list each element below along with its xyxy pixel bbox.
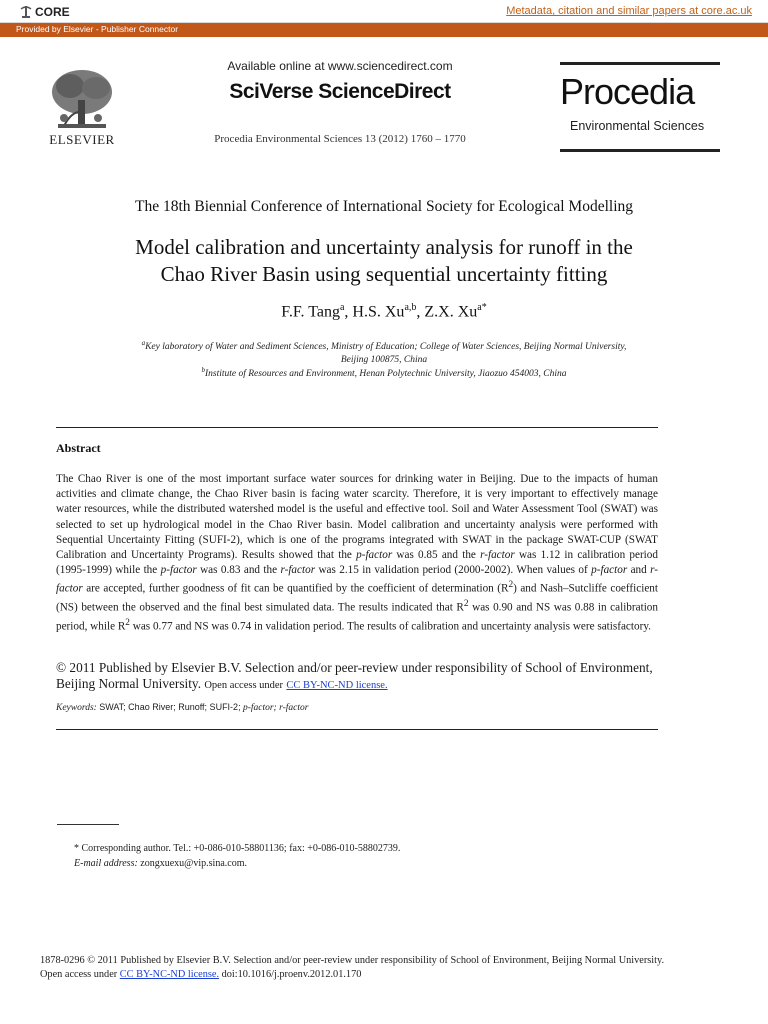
abstract-text: The Chao River is one of the most important surface water sources for drinking water in Beijing. Due to the impacts of human activities and climate change, the Chao River basin is facing water scarcity. Therefore, it is very important to effectively manage water resources, while the distributed watershed model is the useful and effective tool. Soil and Water Assessment Tool (SWAT) was selected to set up hydrological model in the Chao River basin. Model calibration and uncertainty analysis were performed with Sequential Uncertainty Fitting (SUFI-2), which is one of the programs integrated with SWAT in the package SWAT-CUP (SWAT Calibration and Uncertainty Programs). Results showed that the [56, 473, 658, 562]
abstract-top-rule [56, 427, 658, 428]
sciverse-logo: SciVerse ScienceDirect [229, 80, 451, 103]
email-label: E-mail address: [74, 858, 138, 869]
abstract-text: was 1.12 in calibration period (1995-1999) while the [56, 549, 658, 577]
keywords-list-italic: p-factor; r-factor [242, 703, 309, 713]
abstract-text: and [627, 564, 651, 577]
abstract-term: p-factor [591, 564, 628, 577]
available-online-text: Available online at www.sciencedirect.com [227, 59, 453, 73]
affiliation-b [0, 364, 768, 381]
abstract-text: was 0.83 and the [196, 564, 281, 577]
email-address: zongxuexu@vip.sina.com. [140, 858, 247, 869]
affiliation-a [0, 337, 768, 367]
affiliation-sup: b [201, 366, 205, 374]
abstract-bottom-rule [56, 729, 658, 730]
title-line-2: Chao River Basin using sequential uncertainty fitting [160, 262, 608, 286]
affiliation-b-text: Institute of Resources and Environment, Henan Polytechnic University, Jiaozuo 454003, China [204, 369, 567, 380]
elsevier-wordmark: ELSEVIER [49, 132, 115, 147]
core-icon [20, 5, 32, 19]
author-name: F.F. Tang [281, 303, 340, 321]
keywords [56, 702, 658, 713]
abstract-body [56, 472, 658, 635]
provided-by-bar [0, 23, 768, 37]
procedia-subtitle: Environmental Sciences [570, 119, 705, 133]
abstract-term: p-factor [160, 564, 197, 577]
doi: doi:10.1016/j.proenv.2012.01.170 [221, 969, 362, 980]
abstract-term: p-factor [356, 549, 393, 562]
paper-title [0, 234, 768, 288]
issn-copyright-line: 1878-0296 © 2011 Published by Elsevier B.V. Selection and/or peer-review under responsibility of School of Environment, Beijing Normal University. [40, 955, 665, 966]
affiliation-a-line2: Beijing 100875, China [340, 355, 428, 366]
abstract-term: r-factor [56, 564, 658, 596]
core-metadata-link[interactable]: Metadata, citation and similar papers at core.ac.uk [506, 5, 752, 17]
procedia-title: Procedia [560, 71, 695, 112]
author-affil-sup: a,b [404, 302, 417, 313]
footnote-rule [57, 824, 119, 825]
abstract-text: are accepted, further goodness of fit can be quantified by the coefficient of determination (R [82, 583, 509, 596]
copyright-text: © 2011 Published by Elsevier B.V. Selection and/or peer-review under responsibility of School of Environment, Beijing Normal University. [56, 660, 653, 691]
open-access-prefix: Open access under [40, 969, 118, 980]
keywords-label: Keywords: [56, 703, 97, 713]
abstract-text: was 0.85 and the [392, 549, 481, 562]
abstract-term: r-factor [480, 549, 515, 562]
license-link[interactable]: CC BY-NC-ND license. [119, 969, 220, 980]
open-access-prefix: Open access under [204, 680, 284, 691]
keywords-list: SWAT; Chao River; Runoff; SUFI-2; [99, 702, 241, 712]
procedia-logo [560, 62, 720, 152]
core-logo-text: CORE [35, 5, 70, 19]
abstract-superscript: 2 [463, 599, 469, 610]
abstract-heading: Abstract [56, 441, 101, 455]
abstract-text: was 0.77 and NS was 0.74 in validation period. The results of calibration and uncertainty analysis were satisfactory. [129, 621, 651, 634]
license-link[interactable]: CC BY-NC-ND license. [286, 680, 388, 691]
abstract-superscript: 2 [508, 580, 514, 591]
affiliation-sup: a [141, 339, 146, 347]
email-line [74, 858, 247, 869]
author-name: H.S. Xu [352, 303, 405, 321]
author-affil-sup: a* [477, 302, 487, 313]
copyright-statement [56, 660, 658, 694]
core-logo[interactable] [20, 3, 70, 21]
abstract-term: r-factor [280, 564, 316, 577]
abstract-superscript: 2 [125, 618, 130, 629]
author-list: F.F. Tang$^a$, H.S. Xu$^{a,b}$, Z.X. $Xu^{a*}$ [281, 302, 487, 321]
title-line-1: Model calibration and uncertainty analysis for runoff in the [135, 235, 633, 259]
abstract-text: was 2.15 in validation period (2000-2002). When values of [315, 564, 592, 577]
journal-reference: Procedia Environmental Sciences 13 (2012) 1760 – 1770 [214, 133, 466, 145]
affiliation-a-line1: Key laboratory of Water and Sediment Sciences, Ministry of Education; College of Water Sciences, Beijing Normal University, [145, 342, 627, 353]
provided-by-text: Provided by Elsevier - Publisher Connector [16, 24, 179, 34]
open-access-line [40, 969, 361, 980]
author-name: Z.X. Xu [424, 303, 478, 321]
abstract-text: ) and Nash–Sutcliffe coefficient (NS) between the observed and the final best simulated data. The results indicated that R [56, 583, 658, 615]
corresponding-author: * Corresponding author. Tel.: +0-086-010-58801136; fax: +0-086-010-58802739. [74, 843, 401, 854]
abstract-text: was 0.90 and NS was 0.88 in calibration period, while R [56, 602, 658, 634]
conference-name: The 18th Biennial Conference of International Society for Ecological Modelling [135, 198, 633, 215]
core-bar [0, 0, 768, 23]
author-affil-sup: a [339, 302, 345, 313]
